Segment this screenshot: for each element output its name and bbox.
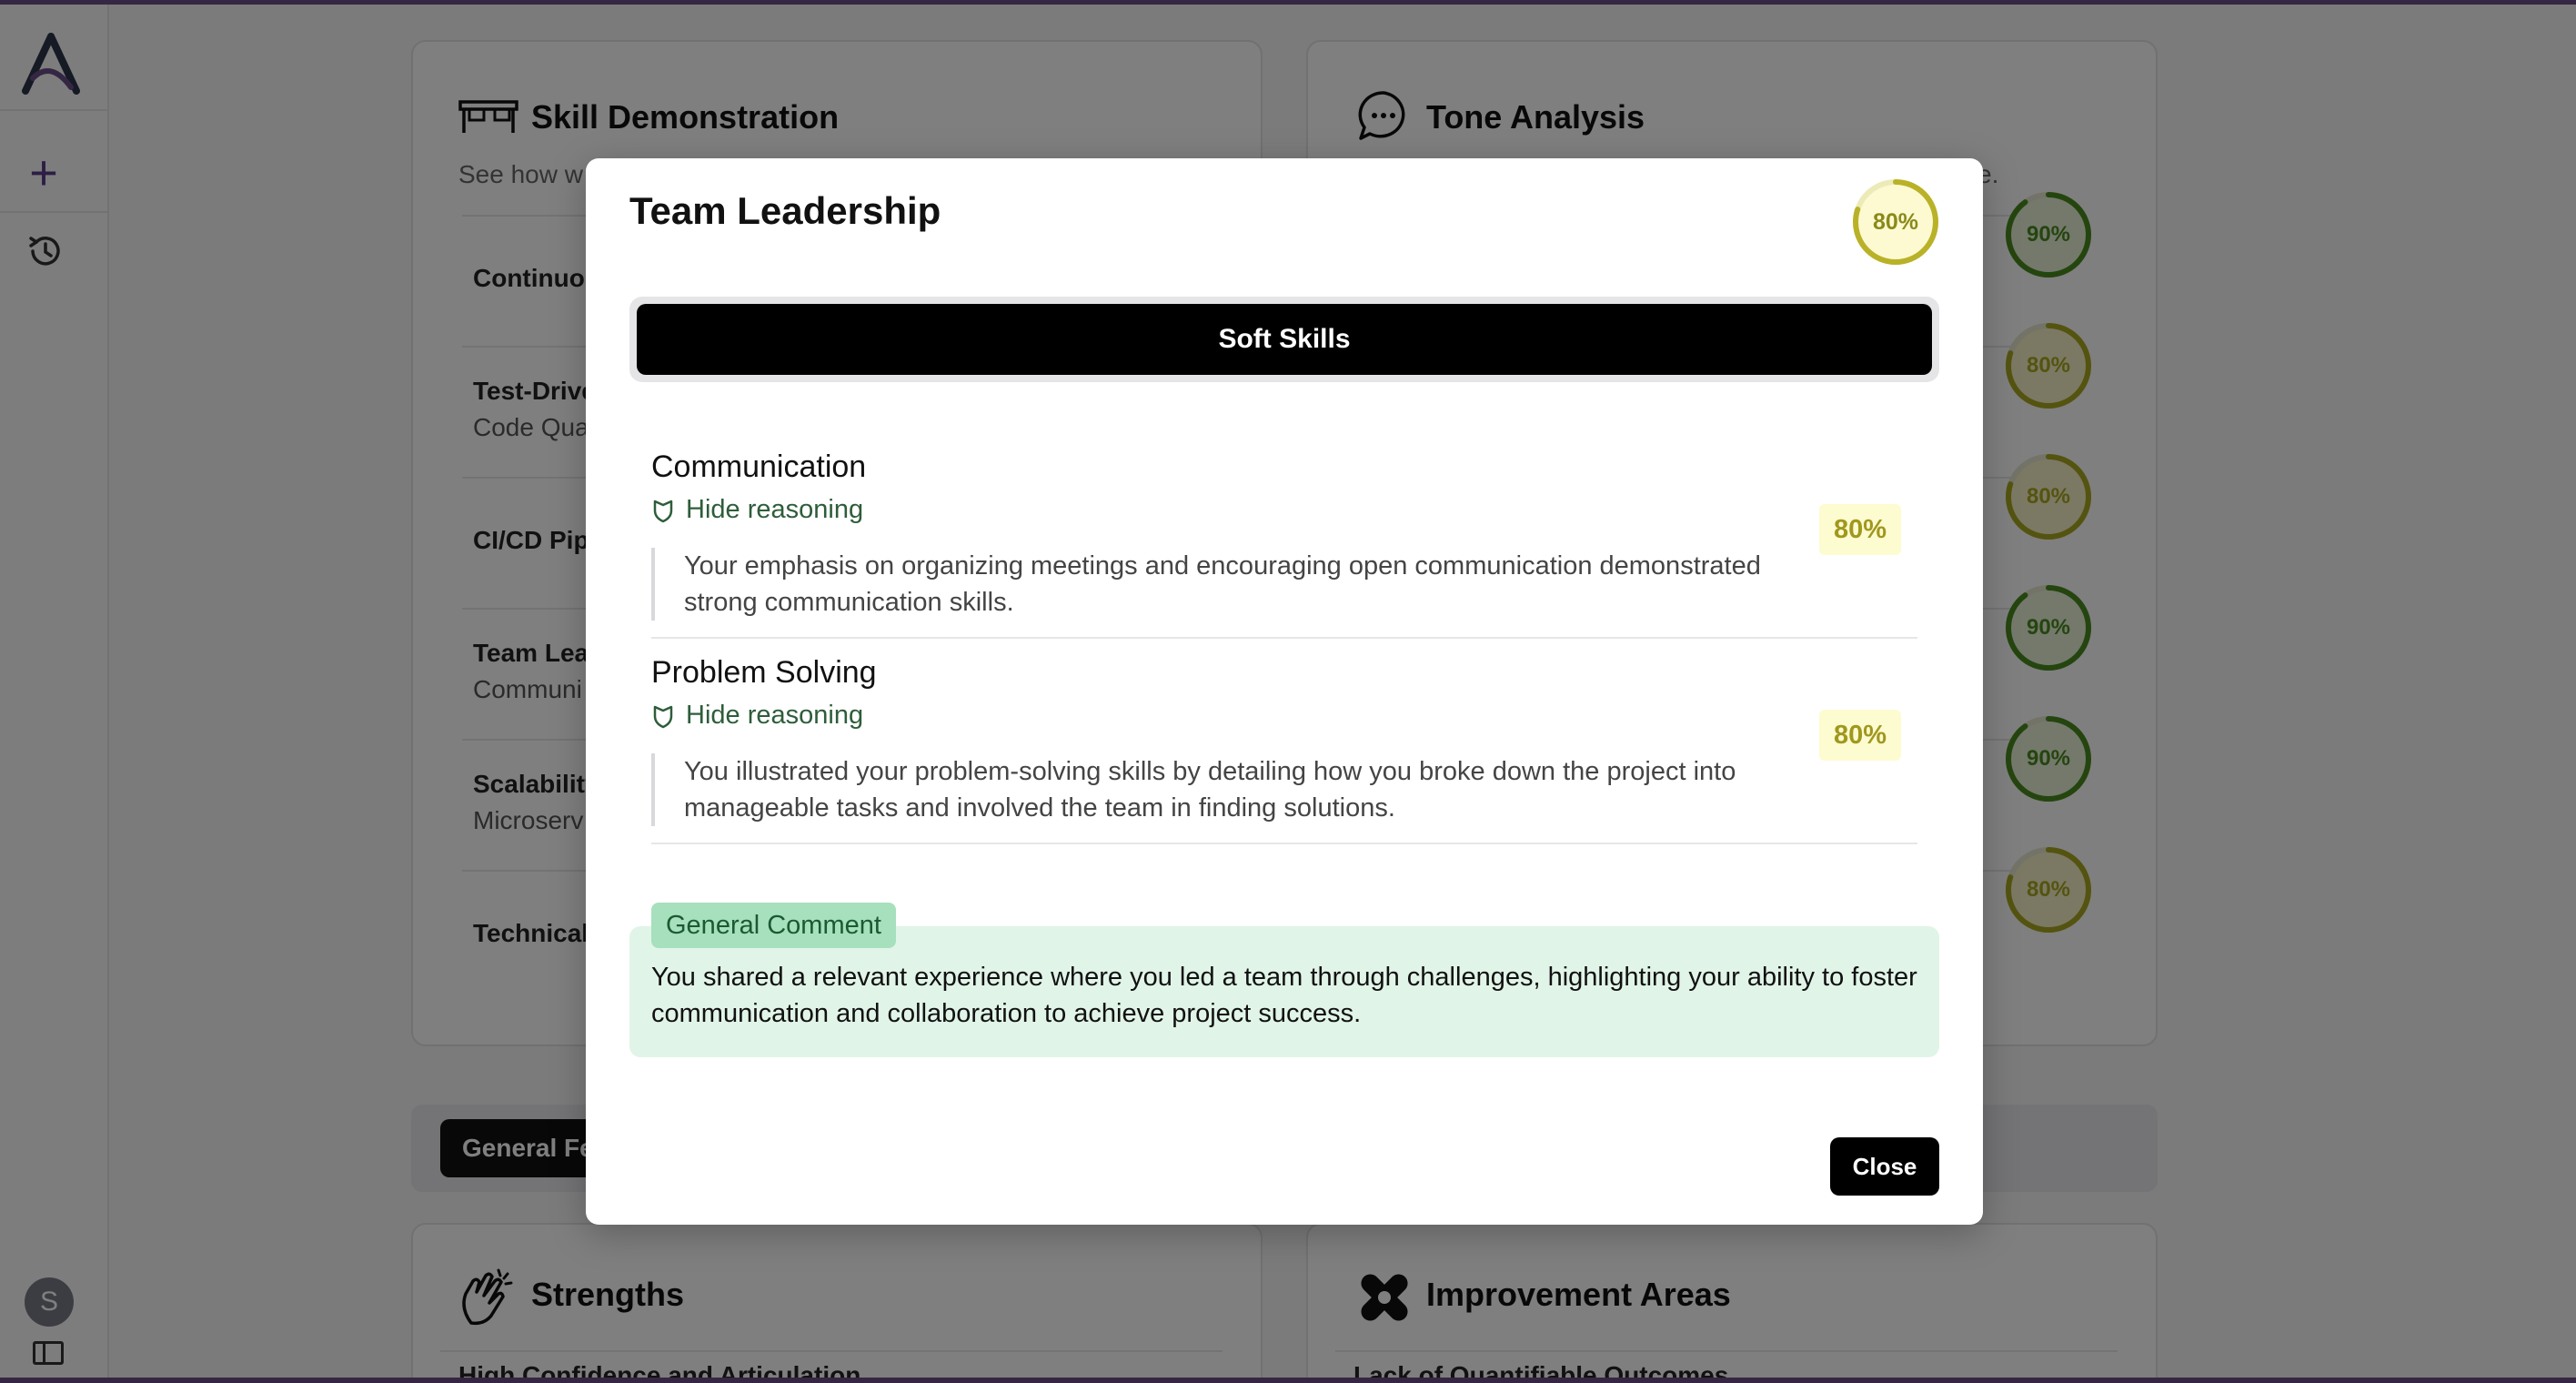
skill-score-badge: 80% xyxy=(1819,710,1901,761)
toggle-label: Hide reasoning xyxy=(686,495,864,524)
overall-score-ring xyxy=(1852,178,1939,266)
skill-name: Communication xyxy=(651,449,867,484)
skill-item-problem-solving xyxy=(651,655,1916,828)
hide-reasoning-toggle[interactable] xyxy=(651,495,863,525)
divider xyxy=(651,637,1917,639)
dialog-title: Team Leadership xyxy=(629,189,941,232)
skill-reasoning: You illustrated your problem-solving skills by detailing how you broke down the project into manageable tasks and involved the team in finding solutions. xyxy=(651,753,1825,826)
overall-score-label: 80% xyxy=(1872,209,1919,235)
shield-icon xyxy=(651,498,675,523)
category-tabs xyxy=(629,297,1939,382)
skill-name: Problem Solving xyxy=(651,655,877,690)
general-comment-text: You shared a relevant experience where you led a team through challenges, highlighting your ability to foster communication and collaboration to achieve project success. xyxy=(651,963,1917,1028)
skill-reasoning: Your emphasis on organizing meetings and encouraging open communication demonstrated strong communication skills. xyxy=(651,548,1825,621)
toggle-label: Hide reasoning xyxy=(686,701,864,730)
close-button[interactable]: Close xyxy=(1830,1137,1939,1196)
general-comment-badge: General Comment xyxy=(651,903,896,948)
skill-item-communication xyxy=(651,449,1916,622)
hide-reasoning-toggle[interactable] xyxy=(651,701,863,731)
skill-score-badge: 80% xyxy=(1819,504,1901,555)
shield-icon xyxy=(651,703,675,729)
tab-soft-skills[interactable]: Soft Skills xyxy=(637,304,1932,375)
team-leadership-dialog xyxy=(586,158,1983,1225)
divider xyxy=(651,843,1917,844)
